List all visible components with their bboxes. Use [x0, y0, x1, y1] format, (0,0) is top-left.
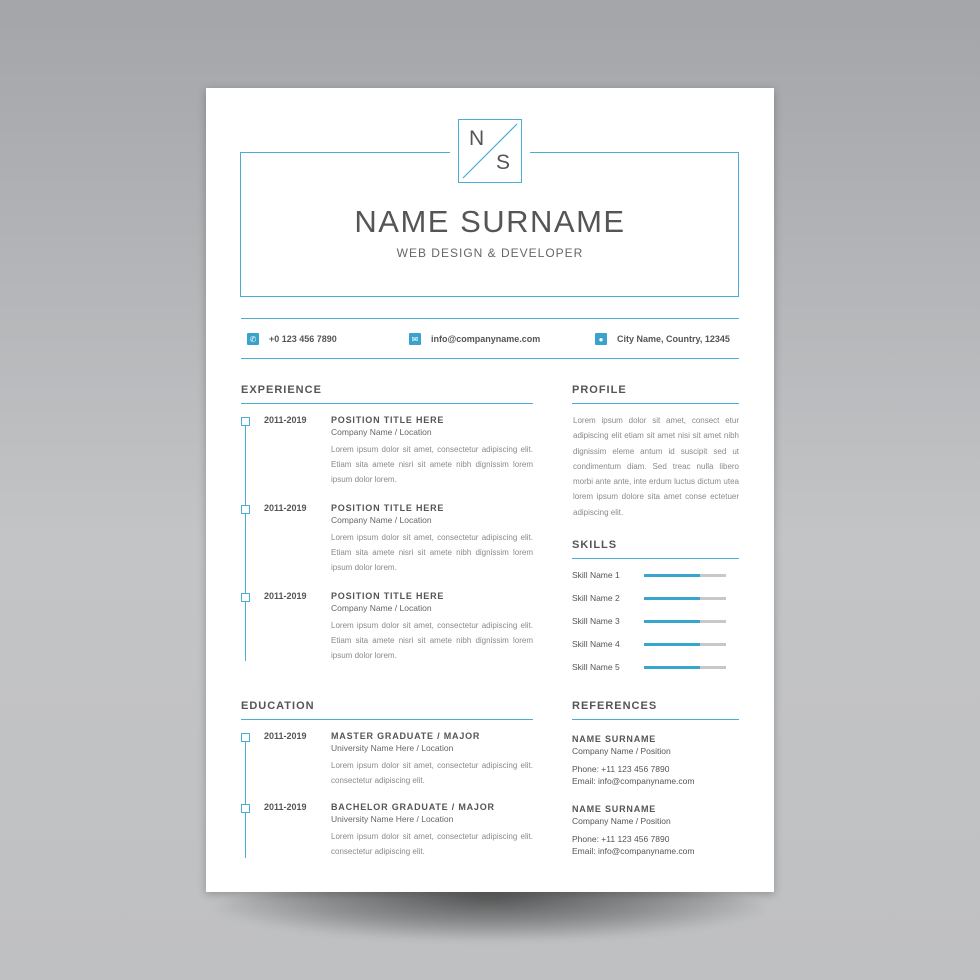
contact-address — [595, 333, 730, 345]
skill-bar-fill — [644, 574, 700, 577]
experience-divider — [241, 403, 533, 404]
experience-description: Lorem ipsum dolor sit amet, consectetur adipiscing elit. Etiam sita amete nisri sit amete nibh dignissim lorem ipsum dolor lorem. — [331, 533, 533, 572]
experience-description: Lorem ipsum dolor sit amet, consectetur adipiscing elit. Etiam sita amete nisri sit amete nibh dignissim lorem ipsum dolor lorem. — [331, 445, 533, 484]
reference-email: Email: info@companyname.com — [572, 776, 695, 786]
experience-company: Company Name / Location — [331, 603, 432, 613]
timeline-node — [241, 593, 250, 602]
education-date: 2011-2019 — [264, 731, 307, 741]
phone-icon: ✆ — [247, 333, 259, 345]
contact-top-divider — [241, 318, 739, 319]
skill-bar-fill — [644, 643, 700, 646]
experience-date: 2011-2019 — [264, 415, 307, 425]
education-title: BACHELOR GRADUATE / MAJOR — [331, 802, 495, 812]
timeline-node — [241, 505, 250, 514]
education-heading: EDUCATION — [241, 700, 315, 712]
skill-bar — [644, 620, 726, 623]
location-icon: ● — [595, 333, 607, 345]
reference-name: NAME SURNAME — [572, 734, 657, 744]
skill-label: Skill Name 4 — [572, 639, 620, 649]
timeline-node — [241, 417, 250, 426]
skill-label: Skill Name 3 — [572, 616, 620, 626]
skill-label: Skill Name 5 — [572, 662, 620, 672]
resume-page — [206, 88, 774, 892]
experience-company: Company Name / Location — [331, 427, 432, 437]
education-divider — [241, 719, 533, 720]
education-description: Lorem ipsum dolor sit amet, consectetur adipiscing elit. consectetur adipiscing elit. — [331, 832, 533, 856]
skill-label: Skill Name 1 — [572, 570, 620, 580]
monogram-left-letter: N — [469, 127, 485, 150]
reference-phone: Phone: +11 123 456 7890 — [572, 764, 670, 774]
profile-heading: PROFILE — [572, 384, 627, 396]
profile-text: Lorem ipsum dolor sit amet, consect etur adipiscing elit etiam sit amet nisi sit amet nibh dignissim eleme antum id suscipit sed ut condimentum diam. Sed treac nulla libero morbi ante ante, inte erdum luctus dictum utea lorem ipsum dolore sita amet conse ectetuer adipiscing elit. — [573, 416, 739, 517]
address-text: City Name, Country, 12345 — [617, 334, 730, 344]
profile-divider — [572, 403, 739, 404]
monogram-right-letter: S — [496, 151, 511, 174]
contact-phone — [247, 333, 337, 345]
education-timeline — [245, 737, 246, 858]
skill-bar-fill — [644, 666, 700, 669]
candidate-name: NAME SURNAME — [354, 204, 626, 239]
references-divider — [572, 719, 739, 720]
email-text: info@companyname.com — [431, 334, 541, 344]
experience-timeline — [245, 421, 246, 661]
education-date: 2011-2019 — [264, 802, 307, 812]
education-description: Lorem ipsum dolor sit amet, consectetur adipiscing elit. consectetur adipiscing elit. — [331, 761, 533, 785]
timeline-node — [241, 804, 250, 813]
mail-icon: ✉ — [409, 333, 421, 345]
experience-title: POSITION TITLE HERE — [331, 415, 445, 425]
experience-description: Lorem ipsum dolor sit amet, consectetur adipiscing elit. Etiam sita amete nisri sit amete nibh dignissim lorem ipsum dolor lorem. — [331, 621, 533, 660]
skill-bar-fill — [644, 620, 700, 623]
skills-divider — [572, 558, 739, 559]
reference-email: Email: info@companyname.com — [572, 846, 695, 856]
reference-position: Company Name / Position — [572, 746, 671, 756]
references-heading: REFERENCES — [572, 700, 658, 712]
monogram-logo — [458, 119, 522, 183]
experience-title: POSITION TITLE HERE — [331, 503, 445, 513]
skills-heading: SKILLS — [572, 539, 618, 551]
contact-email — [409, 333, 540, 345]
education-title: MASTER GRADUATE / MAJOR — [331, 731, 481, 741]
skill-label: Skill Name 2 — [572, 593, 620, 603]
contact-bottom-divider — [241, 358, 739, 359]
skill-bar — [644, 597, 726, 600]
experience-date: 2011-2019 — [264, 503, 307, 513]
skill-bar-fill — [644, 597, 700, 600]
candidate-role: WEB DESIGN & DEVELOPER — [396, 246, 584, 260]
experience-date: 2011-2019 — [264, 591, 307, 601]
reference-name: NAME SURNAME — [572, 804, 657, 814]
skill-bar — [644, 666, 726, 669]
reference-phone: Phone: +11 123 456 7890 — [572, 834, 670, 844]
experience-heading: EXPERIENCE — [241, 384, 322, 396]
timeline-node — [241, 733, 250, 742]
reference-position: Company Name / Position — [572, 816, 671, 826]
skill-bar — [644, 643, 726, 646]
education-school: University Name Here / Location — [331, 814, 454, 824]
phone-text: +0 123 456 7890 — [269, 334, 337, 344]
skill-bar — [644, 574, 726, 577]
experience-title: POSITION TITLE HERE — [331, 591, 445, 601]
experience-company: Company Name / Location — [331, 515, 432, 525]
education-school: University Name Here / Location — [331, 743, 454, 753]
